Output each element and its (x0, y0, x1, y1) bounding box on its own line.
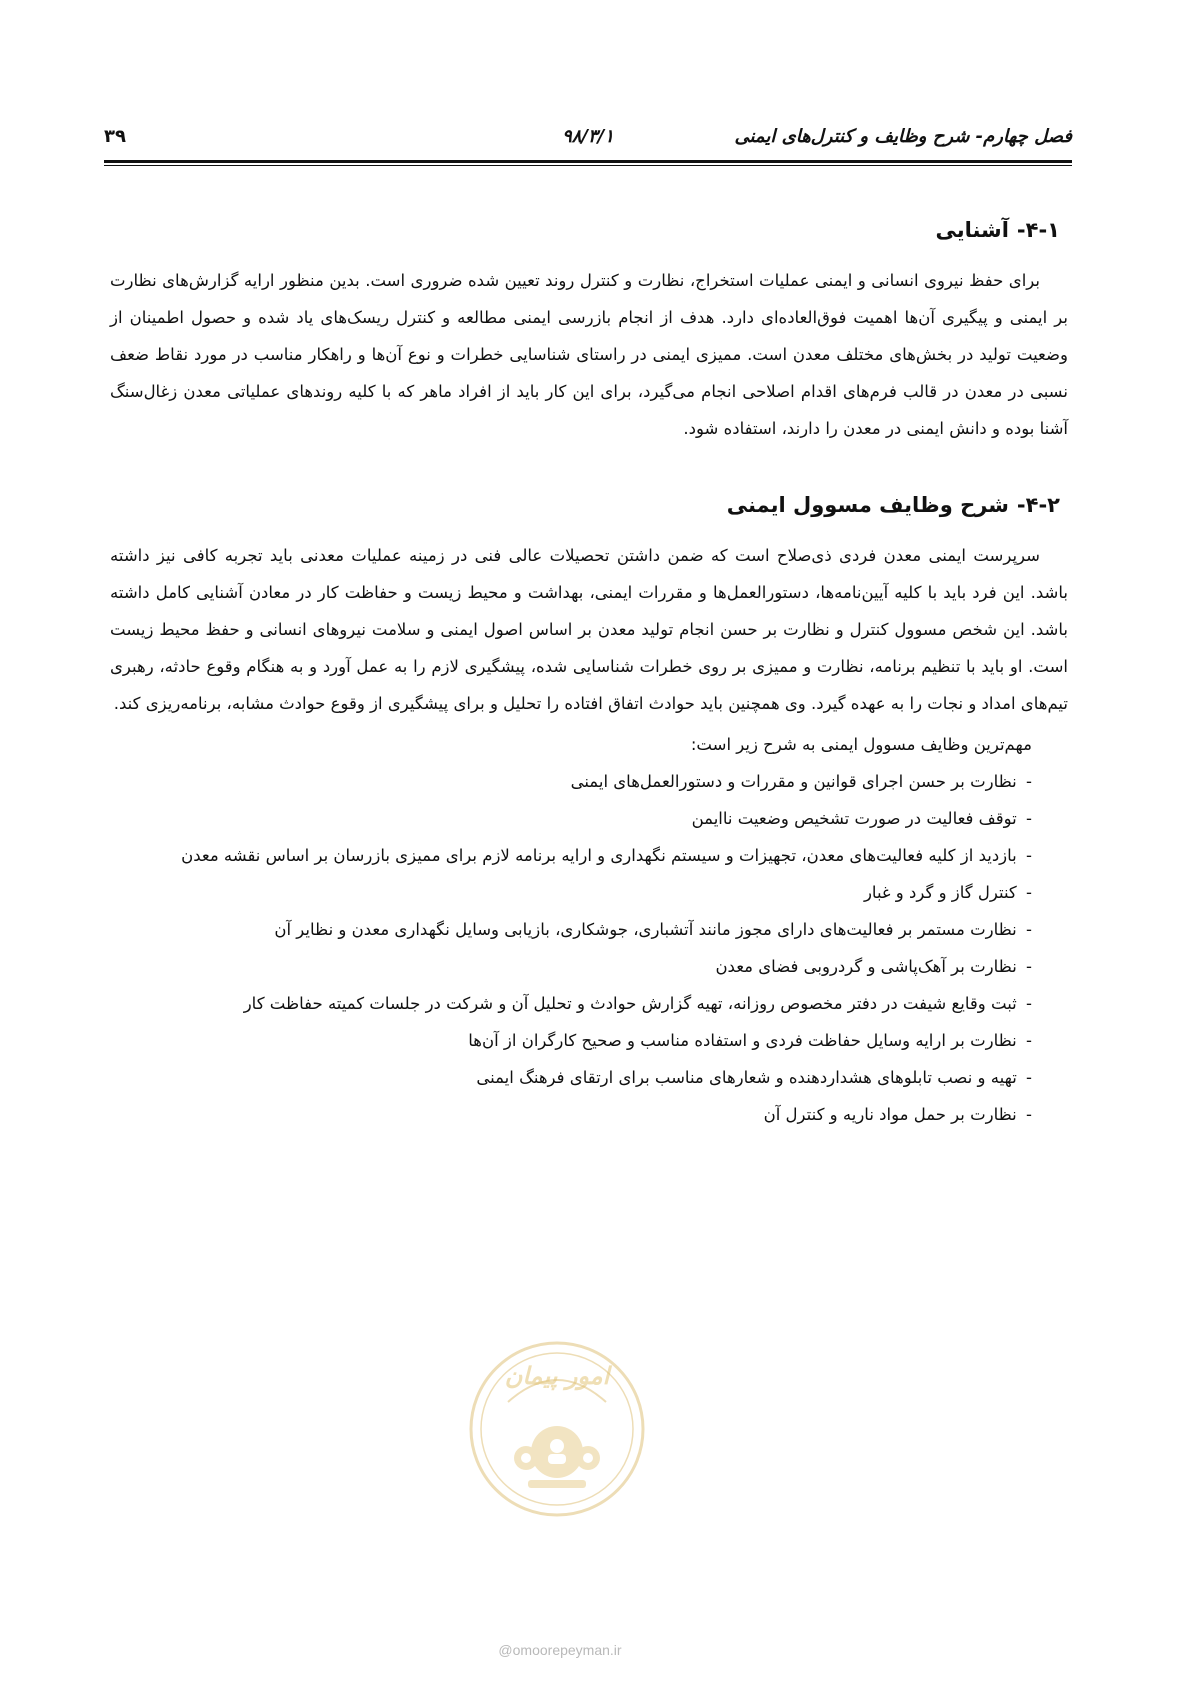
page-header (104, 118, 1072, 164)
list-item: - نظارت بر حمل مواد ناریه و کنترل آن (763, 1105, 1032, 1124)
bullet-dash: - (1026, 846, 1032, 865)
chapter-title: فصل چهارم- شرح وظایف و کنترل‌های ایمنی (734, 126, 1072, 147)
bullet-dash: - (1026, 957, 1032, 976)
section-safety-officer-duties (110, 493, 1068, 1133)
section-number: ۴-۲- (1016, 493, 1060, 517)
header-rule-thin (104, 165, 1072, 166)
bullet-dash: - (1026, 920, 1032, 939)
bullet-dash: - (1026, 1031, 1032, 1050)
list-item: - تهیه و نصب تابلوهای هشداردهنده و شعارهای مناسب برای ارتقای فرهنگ ایمنی (476, 1068, 1032, 1087)
list-item: - نظارت بر ارایه وسایل حفاظت فردی و استفاده مناسب و صحیح کارگران از آن‌ها (468, 1031, 1032, 1050)
paragraph: سرپرست ایمنی معدن فردی ذی‌صلاح است که ضمن داشتن تحصیلات عالی فنی در زمینه عملیات معدنی باید تجربه کافی نیز داشته باشد. این فرد باید با کلیه آیین‌نامه‌ها، دستورالعمل‌ها و مقررات ایمنی، بهداشت و محیط زیست و حفاظت کار در معادن آشنایی کامل داشته باشد. این شخص مسوول کنترل و نظارت بر حسن انجام تولید معدن بر اساس اصول ایمنی و سلامت نیروهای انسانی و حفظ محیط زیست است. او باید با تنظیم برنامه، نظارت و ممیزی بر روی خطرات شناسایی شده، پیشگیری لازم را به عمل آورد و به هنگام وقوع حادثه، رهبری تیم‌های امداد و نجات را به عهده گیرد. وی همچنین باید حوادث اتفاق افتاده را تحلیل و برای پیشگیری از وقوع حوادث مشابه، برنامه‌ریزی کند. (110, 546, 1068, 713)
section-heading (110, 218, 1060, 242)
list-item: - کنترل گاز و گرد و غبار (863, 883, 1032, 902)
page-number: ۳۹ (104, 126, 126, 147)
section-title: آشنایی (935, 218, 1009, 242)
bullet-dash: - (1026, 883, 1032, 902)
list-intro: مهم‌ترین وظایف مسوول ایمنی به شرح زیر است: (690, 735, 1032, 754)
header-rule-thick (104, 160, 1072, 163)
list-item: - بازدید از کلیه فعالیت‌های معدن، تجهیزات و سیستم نگهداری و ارایه برنامه لازم برای ممیزی بازرسان بر اساس نقشه معدن (181, 846, 1032, 865)
list-item: - نظارت بر آهک‌پاشی و گردروبی فضای معدن (715, 957, 1032, 976)
list-item: - توقف فعالیت در صورت تشخیص وضعیت ناایمن (691, 809, 1032, 828)
watermark-logo (468, 1340, 646, 1518)
list-item: - نظارت بر حسن اجرای قوانین و مقررات و دستورالعمل‌های ایمنی (570, 772, 1032, 791)
bullet-dash: - (1026, 809, 1032, 828)
bullet-dash: - (1026, 1105, 1032, 1124)
paragraph: برای حفظ نیروی انسانی و ایمنی عملیات استخراج، نظارت و کنترل روند تعیین شده ضروری است. بدین منظور ارایه گزارش‌های نظارت بر ایمنی و پیگیری آن‌ها اهمیت فوق‌العاده‌ای دارد. هدف از انجام بازرسی ایمنی مطالعه و کنترل ریسک‌های یاد شده و حصول اطمینان از وضعیت تولید در بخش‌های مختلف معدن است. ممیزی ایمنی در راستای شناسایی خطرات و نوع آن‌ها و راهکار مناسب در مورد نقاط ضعف نسبی در معدن در قالب فرم‌های اقدام اصلاحی انجام می‌گیرد، برای این کار باید از افراد ماهر که با کلیه روندهای عملیاتی معدن زغال‌سنگ آشنا بوده و دانش ایمنی در معدن را دارند، استفاده شود. (110, 271, 1068, 438)
section-number: ۴-۱- (1016, 218, 1060, 242)
watermark-text: امور پیمان (504, 1362, 610, 1390)
header-date: ۹۸/۳/۱ (562, 126, 614, 147)
duties-list (110, 763, 1068, 1133)
section-heading (110, 493, 1060, 517)
list-item: - نظارت مستمر بر فعالیت‌های دارای مجوز مانند آتشباری، جوشکاری، بازیابی وسایل نگهداری معدن و نظایر آن (274, 920, 1032, 939)
section-title: شرح وظایف مسوول ایمنی (726, 493, 1009, 517)
watermark-site: @omoorepeyman.ir (498, 1642, 622, 1658)
section-introduction (110, 218, 1068, 447)
bullet-dash: - (1026, 1068, 1032, 1087)
list-item: - ثبت وقایع شیفت در دفتر مخصوص روزانه، تهیه گزارش حوادث و تحلیل آن و شرکت در جلسات کمیته حفاظت کار (243, 994, 1032, 1013)
page-body (110, 218, 1068, 1133)
bullet-dash: - (1026, 994, 1032, 1013)
bullet-dash: - (1026, 772, 1032, 791)
